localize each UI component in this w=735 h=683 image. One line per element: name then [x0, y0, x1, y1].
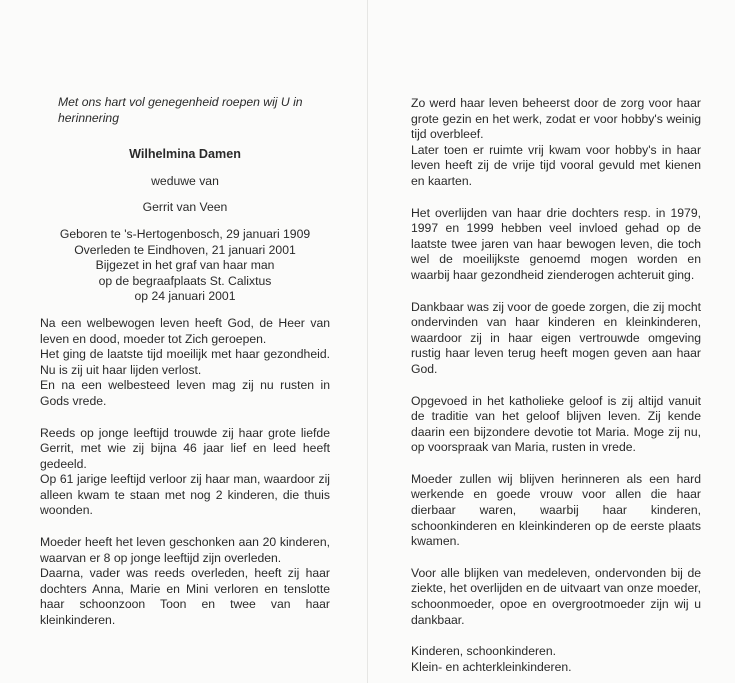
intro-text: Met ons hart vol genegenheid roepen wij U in herinnering — [58, 95, 303, 125]
paragraph: Het overlijden van haar drie dochters resp. in 1979, 1997 en 1999 hebben veel invloed gehad op de laatste twee jaren van haar bewogen leven, die toch wel de moeilijkste genoemd mogen worden en waarbij haar gezondheid zienderogen achteruit ging. — [411, 205, 701, 282]
paragraph: Na een welbewogen leven heeft God, de Heer van leven en dood, moeder tot Zich geroepen. — [40, 315, 330, 346]
paragraph: Zo werd haar leven beheerst door de zorg voor haar grote gezin en het werk, zodat er voor hobby's weinig tijd overbleef. — [411, 96, 701, 142]
paragraph: En na een welbesteed leven mag zij nu rusten in Gods vrede. — [40, 378, 330, 408]
deceased-name: Wilhelmina Damen — [129, 147, 241, 162]
card-fold — [367, 0, 368, 683]
signature-line: Klein- en achterkleinkinderen. — [411, 659, 572, 674]
dates-block — [40, 227, 330, 305]
paragraph: Moeder zullen wij blijven herinneren als een hard werkende en goede vrouw voor allen die haar dierbaar waren, waarbij haar kinderen, schoonkinderen en kleinkinderen op de eerste plaats kwamen. — [411, 471, 701, 549]
left-panel — [40, 95, 330, 629]
paragraph: Later toen er ruimte vrij kwam voor hobby's in haar leven heeft zij de vrije tijd vooral gevuld met kienen en kaarten. — [411, 142, 701, 188]
right-panel — [411, 96, 701, 675]
paragraph: Dankbaar was zij voor de goede zorgen, die zij mocht ondervinden van haar kinderen en kleinkinderen, waardoor zij in haar eigen vertrouwde omgeving rustig haar leven terug heeft mogen geven aan haar God. — [411, 299, 701, 376]
burial-date-line: op 24 januari 2001 — [134, 289, 236, 304]
paragraph: Daarna, vader was reeds overleden, heeft zij haar dochters Anna, Marie en Mini verloren en tenslotte haar schoonzoon Toon en twee van haar kleinkinderen. — [40, 566, 330, 628]
paragraph: Het ging de laatste tijd moeilijk met haar gezondheid. Nu is zij uit haar lijden verlost. — [40, 347, 330, 377]
signature-line: Kinderen, schoonkinderen. — [411, 644, 556, 659]
husband-name: Gerrit van Veen — [142, 200, 228, 215]
widow-of-label: weduwe van — [151, 173, 219, 188]
burial-line: Bijgezet in het graf van haar man — [95, 258, 275, 273]
paragraph: Voor alle blijken van medeleven, ondervonden bij de ziekte, het overlijden en de uitvaart van onze moeder, schoonmoeder, opoe en overgrootmoeder zijn wij u dankbaar. — [411, 565, 701, 627]
paragraph: Op 61 jarige leeftijd verloor zij haar man, waardoor zij alleen kwam te staan met nog 2 kinderen, die thuis woonden. — [40, 472, 330, 518]
paragraph: Moeder heeft het leven geschonken aan 20 kinderen, waarvan er 8 op jonge leeftijd zijn overleden. — [40, 535, 330, 565]
cemetery-line: op de begraafplaats St. Calixtus — [98, 273, 272, 288]
birth-line: Geboren te 's-Hertogenbosch, 29 januari 1909 — [59, 226, 311, 241]
paragraph: Reeds op jonge leeftijd trouwde zij haar grote liefde Gerrit, met wie zij bijna 46 jaar lief en leed heeft gedeeld. — [40, 425, 330, 471]
paragraph: Opgevoed in het katholieke geloof is zij altijd vanuit de traditie van het geloof blijven leven. Zij kende daarin een bijzondere devotie tot Maria. Moge zij nu, op voorspraak van Maria, rusten in vrede. — [411, 393, 701, 455]
death-line: Overleden te Eindhoven, 21 januari 2001 — [74, 242, 296, 257]
left-body — [40, 316, 330, 629]
